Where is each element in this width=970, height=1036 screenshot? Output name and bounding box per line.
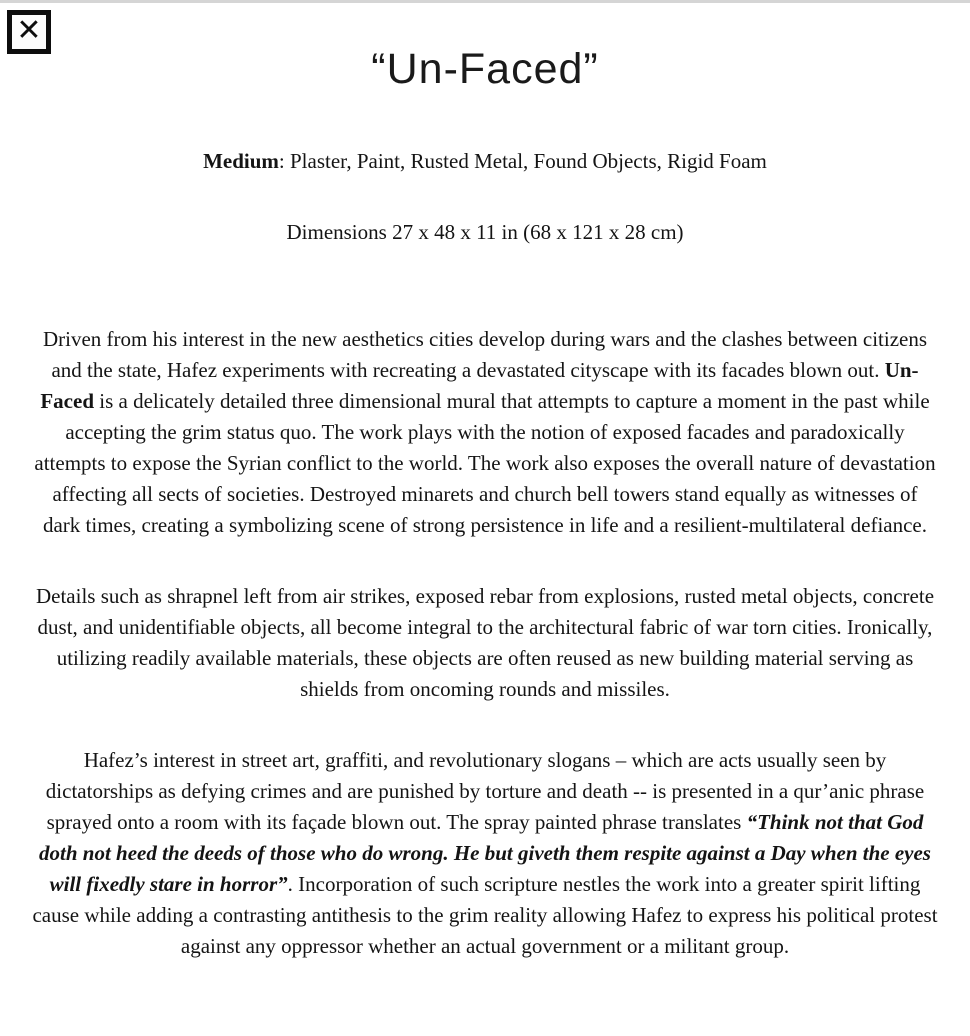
text-segment: Details such as shrapnel left from air strikes, exposed rebar from explosions, rusted metal objects, concrete dust, and unidentifiable objects, all become integral to the architectural fabric of war torn cities. Ironically, utilizing readily available materials, these objects are often reused as new building material serving as shields from oncoming rounds and missiles.: [35, 584, 935, 702]
text-segment: . Incorporation of such scripture nestles the work into a greater spirit lifting cause while adding a contrasting antithesis to the grim reality allowing Hafez to express his political protest against any oppressor whether an actual government or a militant group.: [32, 872, 938, 959]
paragraph: [32, 324, 938, 541]
text-segment: “Think not that God doth not heed the deeds of those who do wrong. He but giveth them respite against a Day when the eyes will fixedly stare in horror”: [39, 810, 931, 897]
text-segment: Hafez’s interest in street art, graffiti, and revolutionary slogans – which are acts usually seen by dictatorships as defying crimes and are punished by torture and death -- is presented in a qur’anic phrase sprayed onto a room with its façade blown out. The spray painted phrase translates: [45, 748, 925, 835]
text-segment: : Plaster, Paint, Rusted Metal, Found Objects, Rigid Foam: [278, 149, 767, 174]
text-segment: is a delicately detailed three dimensional mural that attempts to capture a moment in the past while accepting the grim status quo. The work plays with the notion of exposed facades and paradoxically attempts to expose the Syrian conflict to the world. The work also exposes the overall nature of devastation affecting all sects of societies. Destroyed minarets and church bell towers stand equally as witnesses of dark times, creating a symbolizing scene of strong persistence in life and a resilient-multilateral defiance.: [34, 389, 936, 538]
text-segment: Driven from his interest in the new aesthetics cities develop during wars and the clashes between citizens and the state, Hafez experiments with recreating a devastated cityscape with its facades blown out.: [42, 327, 928, 383]
artwork-title: “Un-Faced”: [371, 45, 599, 93]
artwork-description: [0, 45, 970, 992]
dimensions-line: Dimensions 27 x 48 x 11 in (68 x 121 x 28 cm): [286, 220, 684, 245]
close-icon: ✕: [16, 13, 42, 48]
medium-line: [32, 146, 938, 177]
paragraph: [32, 745, 938, 962]
body-paragraphs: [32, 324, 938, 962]
paragraph: [32, 581, 938, 705]
text-segment: Medium: [203, 149, 279, 174]
text-segment: Un-Faced: [40, 358, 919, 414]
close-button[interactable]: [7, 10, 51, 54]
